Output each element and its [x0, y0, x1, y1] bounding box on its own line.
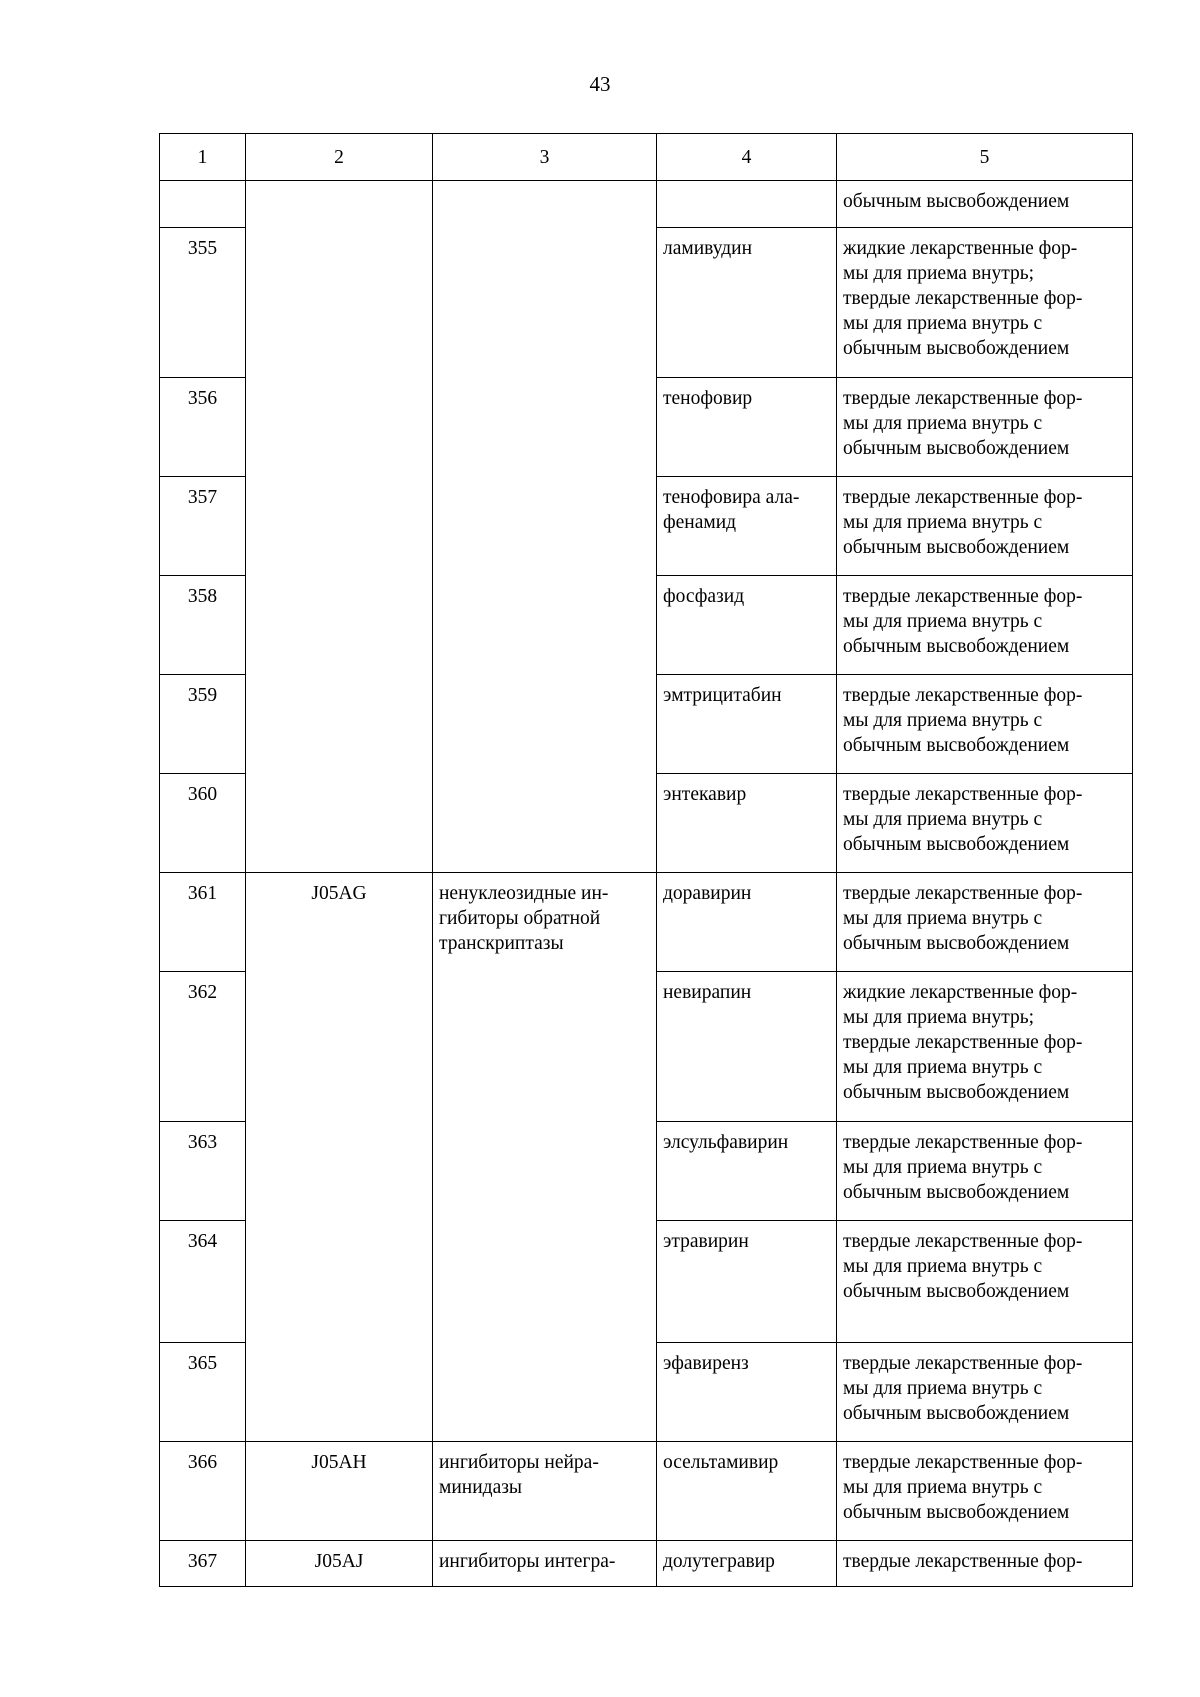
dosage-form-cell: жидкие лекарственные фор- мы для приема внутрь; твердые лекарственные фор- мы для приема внутрь с обычным высвобождением: [837, 972, 1133, 1122]
dosage-form-cell: твердые лекарственные фор- мы для приема внутрь с обычным высвобождением: [837, 1221, 1133, 1343]
row-number-cell: 363: [160, 1122, 246, 1221]
drug-name-cell: [657, 181, 837, 228]
row-number-cell: 358: [160, 576, 246, 675]
dosage-form-cell: твердые лекарственные фор- мы для приема внутрь с обычным высвобождением: [837, 873, 1133, 972]
header-cell: 4: [657, 134, 837, 181]
atc-code-cell: J05AH: [246, 1442, 433, 1541]
drug-table: [159, 133, 1133, 1587]
row-number-cell: 355: [160, 228, 246, 378]
header-cell: 1: [160, 134, 246, 181]
dosage-form-cell: твердые лекарственные фор- мы для приема внутрь с обычным высвобождением: [837, 1442, 1133, 1541]
header-cell: 2: [246, 134, 433, 181]
row-number-cell: 359: [160, 675, 246, 774]
header-cell: 5: [837, 134, 1133, 181]
drug-name-cell: фосфазид: [657, 576, 837, 675]
dosage-form-cell: обычным высвобождением: [837, 181, 1133, 228]
atc-code-cell: J05AG: [246, 873, 433, 1442]
drug-name-cell: тенофовир: [657, 378, 837, 477]
drug-name-cell: этравирин: [657, 1221, 837, 1343]
row-number-cell: [160, 181, 246, 228]
drug-name-cell: невирапин: [657, 972, 837, 1122]
drug-name-cell: тенофовира ала- фенамид: [657, 477, 837, 576]
row-number-cell: 365: [160, 1343, 246, 1442]
row-number-cell: 362: [160, 972, 246, 1122]
row-number-cell: 367: [160, 1541, 246, 1587]
header-cell: 3: [433, 134, 657, 181]
row-number-cell: 361: [160, 873, 246, 972]
group-name-cell: ингибиторы интегра-: [433, 1541, 657, 1587]
dosage-form-cell: твердые лекарственные фор-: [837, 1541, 1133, 1587]
row-number-cell: 360: [160, 774, 246, 873]
table-row: [160, 181, 1133, 228]
drug-name-cell: доравирин: [657, 873, 837, 972]
group-name-cell: ненуклеозидные ин- гибиторы обратной транскриптазы: [433, 873, 657, 1442]
atc-code-cell: J05AJ: [246, 1541, 433, 1587]
row-number-cell: 356: [160, 378, 246, 477]
table-row: [160, 873, 1133, 972]
group-name-cell: [433, 181, 657, 873]
table-header-row: [160, 134, 1133, 181]
row-number-cell: 357: [160, 477, 246, 576]
dosage-form-cell: твердые лекарственные фор- мы для приема внутрь с обычным высвобождением: [837, 774, 1133, 873]
dosage-form-cell: твердые лекарственные фор- мы для приема внутрь с обычным высвобождением: [837, 1122, 1133, 1221]
group-name-cell: ингибиторы нейра- минидазы: [433, 1442, 657, 1541]
dosage-form-cell: твердые лекарственные фор- мы для приема внутрь с обычным высвобождением: [837, 477, 1133, 576]
drug-name-cell: долутегравир: [657, 1541, 837, 1587]
drug-name-cell: ламивудин: [657, 228, 837, 378]
atc-code-cell: [246, 181, 433, 873]
dosage-form-cell: жидкие лекарственные фор- мы для приема внутрь; твердые лекарственные фор- мы для приема внутрь с обычным высвобождением: [837, 228, 1133, 378]
drug-name-cell: элсульфавирин: [657, 1122, 837, 1221]
page-number: 43: [589, 72, 611, 96]
row-number-cell: 364: [160, 1221, 246, 1343]
row-number-cell: 366: [160, 1442, 246, 1541]
drug-name-cell: энтекавир: [657, 774, 837, 873]
dosage-form-cell: твердые лекарственные фор- мы для приема внутрь с обычным высвобождением: [837, 1343, 1133, 1442]
dosage-form-cell: твердые лекарственные фор- мы для приема внутрь с обычным высвобождением: [837, 378, 1133, 477]
table-row: [160, 1541, 1133, 1587]
drug-name-cell: эфавиренз: [657, 1343, 837, 1442]
drug-name-cell: осельтамивир: [657, 1442, 837, 1541]
dosage-form-cell: твердые лекарственные фор- мы для приема внутрь с обычным высвобождением: [837, 675, 1133, 774]
table-row: [160, 1442, 1133, 1541]
drug-name-cell: эмтрицитабин: [657, 675, 837, 774]
dosage-form-cell: твердые лекарственные фор- мы для приема внутрь с обычным высвобождением: [837, 576, 1133, 675]
